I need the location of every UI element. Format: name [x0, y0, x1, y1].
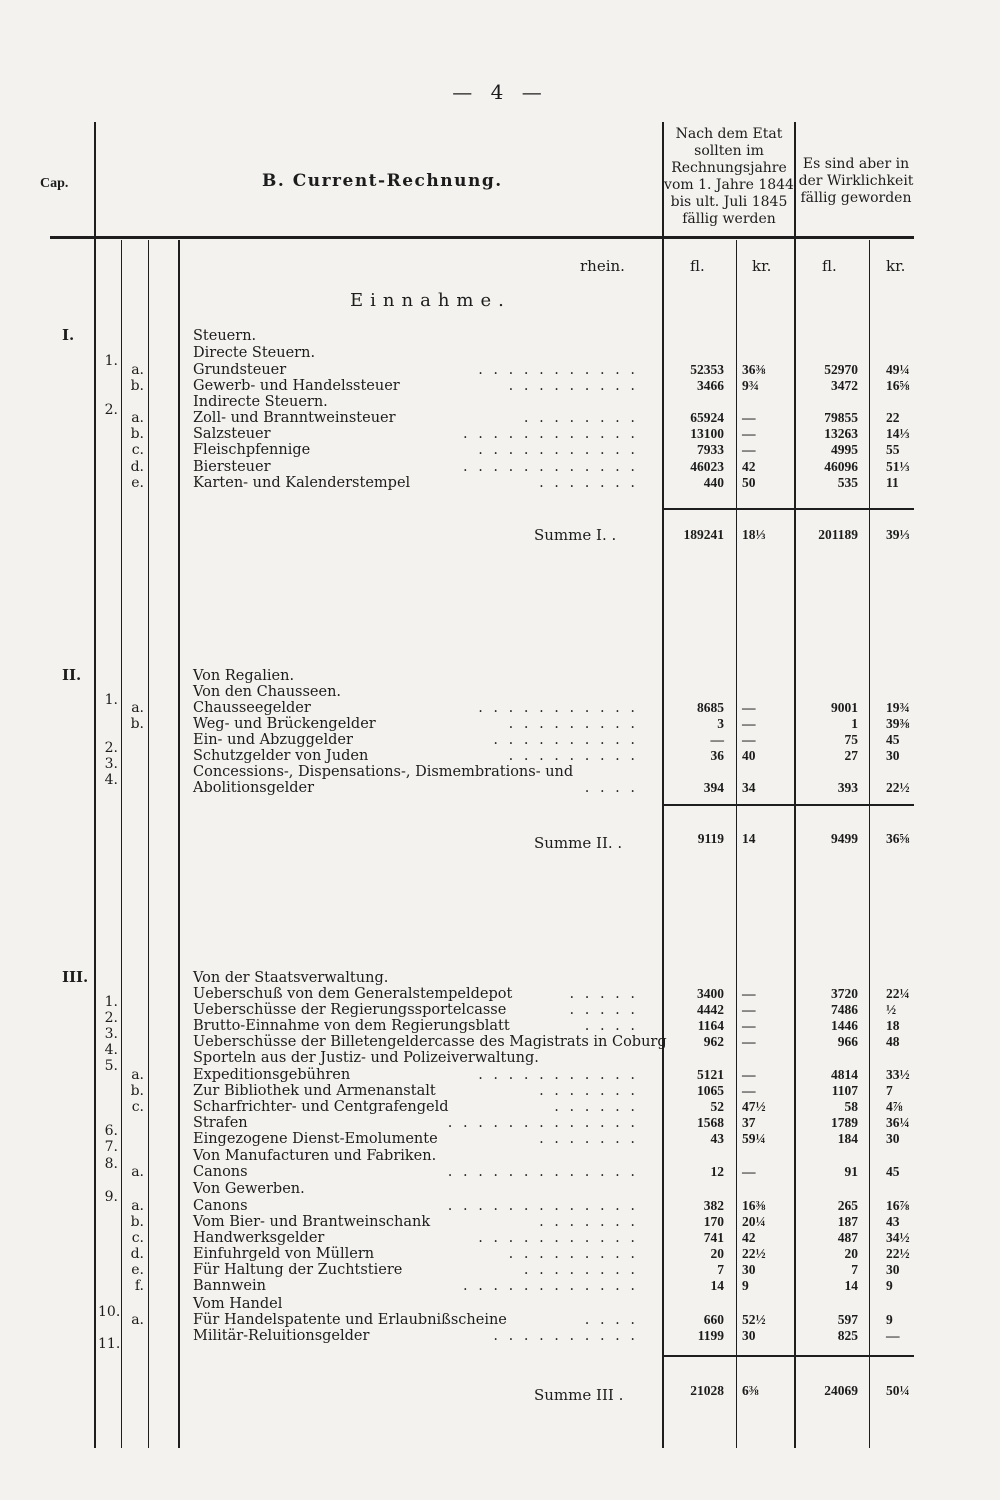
due-kr: 9¾ [742, 378, 759, 393]
actual-kr: 22¼ [886, 986, 910, 1001]
leader-dots: . . . . . . . . . . . [478, 700, 638, 716]
sum-1-due-fl: 189241 [683, 527, 724, 542]
actual-kr: 19¾ [886, 700, 910, 715]
due-fl: 1199 [697, 1328, 724, 1343]
sum-rule-2 [662, 804, 914, 806]
rule-label [178, 240, 180, 1448]
sum-3-actual-fl: 24069 [824, 1383, 858, 1398]
actual-fl: 265 [837, 1198, 858, 1213]
due-kr: — [742, 442, 756, 457]
due-kr: 40 [742, 748, 756, 763]
leader-dots: . . . . . . . . . . [493, 732, 638, 748]
due-kr: 50 [742, 475, 756, 490]
item-label: Strafen [193, 1115, 248, 1131]
item-label: Vom Bier- und Brantweinschank [193, 1214, 431, 1230]
item-label: Indirecte Steuern. [193, 394, 328, 410]
sum-1-actual-kr: 39⅓ [886, 527, 910, 542]
actual-fl: 7 [851, 1262, 858, 1277]
due-kr: 34 [742, 780, 756, 795]
due-kr: — [742, 732, 756, 747]
item-label: Salzsteuer [193, 426, 271, 442]
actual-fl: 487 [837, 1230, 858, 1245]
leader-dots: . . . . . . . [539, 475, 638, 491]
sum-2-actual-fl: 9499 [831, 831, 858, 846]
actual-fl: 20 [844, 1246, 858, 1261]
due-kr: 22½ [742, 1246, 766, 1261]
leader-dots: . . . . [584, 1312, 638, 1328]
item-letter: a. [131, 410, 144, 426]
actual-kr: 16⅞ [886, 1198, 910, 1213]
leader-dots: . . . . . . . . . . . [478, 362, 638, 378]
actual-kr: 49¼ [886, 362, 910, 377]
item-label: Karten- und Kalenderstempel [193, 475, 411, 491]
due-fl: 46023 [690, 459, 724, 474]
item-label: Canons [193, 1164, 248, 1180]
actual-fl: 14 [844, 1278, 858, 1293]
item-letter: c. [131, 442, 144, 458]
item-label: Für Haltung der Zuchtstiere [193, 1262, 403, 1278]
due-fl: 12 [710, 1164, 724, 1179]
actual-kr: 45 [886, 1164, 900, 1179]
due-fl: 394 [703, 780, 724, 795]
actual-fl: 1 [851, 716, 858, 731]
actual-kr: 7 [886, 1083, 893, 1098]
due-fl: 1568 [697, 1115, 724, 1130]
actual-kr: 36¼ [886, 1115, 910, 1130]
actual-fl: 1107 [831, 1083, 858, 1098]
due-fl: 7933 [697, 442, 724, 457]
item-label: Weg- und Brückengelder [193, 716, 376, 732]
sum-1-actual-fl: 201189 [818, 527, 858, 542]
sum-2-due-kr: 14 [742, 831, 756, 846]
item-label: Schutzgelder von Juden [193, 748, 369, 764]
leader-dots: . . . . . [569, 986, 638, 1002]
leader-dots: . . . . . . . . . [508, 748, 638, 764]
due-fl: 382 [703, 1198, 724, 1213]
item-letter: f. [134, 1278, 144, 1294]
actual-fl: 393 [837, 780, 858, 795]
item-label: Militär-Reluitionsgelder [193, 1328, 370, 1344]
actual-kr: 11 [886, 475, 899, 490]
actual-fl: 9001 [831, 700, 858, 715]
rule-sub [121, 240, 122, 1448]
due-fl: 1065 [697, 1083, 724, 1098]
leader-dots: . . . . . . . . . . . . [462, 426, 638, 442]
item-label: Zoll- und Branntweinsteuer [193, 410, 396, 426]
due-kr: 20¼ [742, 1214, 766, 1229]
due-kr: 52½ [742, 1312, 766, 1327]
due-fl: 1164 [697, 1018, 724, 1033]
rule-c2 [736, 240, 737, 1448]
actual-fl: 535 [837, 475, 858, 490]
sum-1-due-kr: 18⅓ [742, 527, 766, 542]
due-fl: 4442 [697, 1002, 724, 1017]
item-letter: e. [131, 1262, 144, 1278]
actual-fl: 1446 [831, 1018, 858, 1033]
due-kr: — [742, 426, 756, 441]
item-letter: c. [131, 1230, 144, 1246]
due-kr: 9 [742, 1278, 749, 1293]
actual-kr: 51⅓ [886, 459, 910, 474]
actual-kr: 22 [886, 410, 900, 425]
due-fl: 13100 [690, 426, 724, 441]
due-fl: 52 [710, 1099, 724, 1114]
item-number: 1. [104, 994, 118, 1010]
item-label: Eingezogene Dienst-Emolumente [193, 1131, 438, 1147]
actual-kr: 22½ [886, 1246, 910, 1261]
item-letter: b. [130, 1083, 144, 1099]
due-kr: — [742, 1067, 756, 1082]
rule-c4 [869, 240, 870, 1448]
due-kr: 47½ [742, 1099, 766, 1114]
item-label: Ein- und Abzuggelder [193, 732, 353, 748]
leader-dots: . . . . . . . [539, 1083, 638, 1099]
sum-label-2: Summe II. . [534, 834, 623, 852]
leader-dots: . . . . . . . . . . . . . [447, 1198, 638, 1214]
item-number: 2. [104, 402, 118, 418]
due-fl: 962 [703, 1034, 724, 1049]
item-label: Für Handelspatente und Erlaubnißscheine [193, 1312, 507, 1328]
due-kr: 30 [742, 1262, 756, 1277]
actual-kr: 33½ [886, 1067, 910, 1082]
due-fl: 14 [710, 1278, 724, 1293]
item-label: Einfuhrgeld von Müllern [193, 1246, 375, 1262]
actual-fl: 91 [844, 1164, 858, 1179]
item-number: 4. [104, 1042, 118, 1058]
item-number: 10. [98, 1304, 121, 1320]
cap-number: I. [62, 326, 75, 344]
item-label: Brutto-Einnahme von dem Regierungsblatt [193, 1018, 510, 1034]
actual-fl: 7486 [831, 1002, 858, 1017]
item-letter: b. [130, 426, 144, 442]
due-fl: 36 [710, 748, 724, 763]
item-label: Von Manufacturen und Fabriken. [193, 1148, 437, 1164]
actual-fl: 52970 [824, 362, 858, 377]
cap-number: II. [62, 666, 82, 684]
item-letter: c. [131, 1099, 144, 1115]
item-number: 4. [104, 772, 118, 788]
actual-fl: 4995 [831, 442, 858, 457]
actual-fl: 3472 [831, 378, 858, 393]
sum-rule-3 [662, 1355, 914, 1357]
item-letter: e. [131, 475, 144, 491]
actual-kr: 16⅝ [886, 378, 910, 393]
sum-3-actual-kr: 50¼ [886, 1383, 910, 1398]
item-number: 9. [104, 1189, 118, 1205]
item-number: 3. [104, 1026, 118, 1042]
due-kr: — [742, 1034, 756, 1049]
item-label: Grundsteuer [193, 362, 287, 378]
actual-fl: 79855 [824, 410, 858, 425]
due-kr: — [742, 1083, 756, 1098]
actual-kr: 55 [886, 442, 900, 457]
leader-dots: . . . . . [569, 1002, 638, 1018]
actual-kr: 48 [886, 1034, 900, 1049]
item-label: Von Gewerben. [193, 1181, 305, 1197]
due-fl: 3400 [697, 986, 724, 1001]
actual-fl: 3720 [831, 986, 858, 1001]
item-label: Steuern. [193, 328, 257, 344]
actual-fl: 1789 [831, 1115, 858, 1130]
item-label: Directe Steuern. [193, 345, 316, 361]
leader-dots: . . . . . . . . [523, 410, 638, 426]
income-heading: Einnahme. [350, 290, 511, 311]
item-letter: a. [131, 1067, 144, 1083]
item-label: Bannwein [193, 1278, 266, 1294]
leader-dots: . . . . . . . . . . . . . [447, 1115, 638, 1131]
item-number: 11. [98, 1336, 121, 1352]
actual-fl: 46096 [824, 459, 858, 474]
due-fl: 52353 [690, 362, 724, 377]
leader-dots: . . . . . . . . . . [493, 1328, 638, 1344]
due-fl: — [710, 732, 724, 747]
item-label: Chausseegelder [193, 700, 311, 716]
actual-kr: 34½ [886, 1230, 910, 1245]
actual-kr: ½ [886, 1002, 897, 1017]
actual-fl: 27 [844, 748, 858, 763]
due-fl: 440 [703, 475, 724, 490]
due-fl: 3 [717, 716, 724, 731]
item-letter: a. [131, 1198, 144, 1214]
due-kr: — [742, 986, 756, 1001]
actual-kr: 30 [886, 1131, 900, 1146]
sum-2-due-fl: 9119 [697, 831, 724, 846]
fl-header-1: fl. [690, 257, 705, 275]
actual-kr: 22½ [886, 780, 910, 795]
leader-dots: . . . . . . [554, 1099, 638, 1115]
sum-label-1: Summe I. . [534, 526, 617, 544]
item-label: Von der Staatsverwaltung. [193, 970, 389, 986]
section-b-title: B. Current-Rechnung. [262, 171, 503, 191]
actual-kr: 30 [886, 748, 900, 763]
due-fl: 741 [703, 1230, 724, 1245]
due-kr: 59¼ [742, 1131, 766, 1146]
item-label: Biersteuer [193, 459, 271, 475]
item-letter: a. [131, 1312, 144, 1328]
item-letter: a. [131, 1164, 144, 1180]
due-fl: 660 [703, 1312, 724, 1327]
actual-kr: 30 [886, 1262, 900, 1277]
due-kr: — [742, 716, 756, 731]
actual-kr: 45 [886, 732, 900, 747]
sum-label-3: Summe III . [534, 1386, 624, 1404]
actual-fl: 825 [837, 1328, 858, 1343]
due-fl: 20 [710, 1246, 724, 1261]
leader-dots: . . . . . . . . . . . [478, 442, 638, 458]
actual-fl: 13263 [824, 426, 858, 441]
sum-2-actual-kr: 36⅝ [886, 831, 910, 846]
actual-kr: 39⅜ [886, 716, 910, 731]
item-label: Fleischpfennige [193, 442, 311, 458]
item-letter: d. [130, 1246, 144, 1262]
item-label: Ueberschuß von dem Generalstempeldepot [193, 986, 513, 1002]
item-label: Canons [193, 1198, 248, 1214]
rule-cap [94, 122, 96, 1448]
leader-dots: . . . . . . . . . [508, 1246, 638, 1262]
item-number: 5. [104, 1058, 118, 1074]
due-kr: — [742, 1164, 756, 1179]
actual-kr: — [886, 1328, 900, 1343]
due-fl: 170 [703, 1214, 724, 1229]
item-label: Von Regalien. [193, 668, 295, 684]
actual-kr: 18 [886, 1018, 900, 1033]
item-letter: b. [130, 1214, 144, 1230]
item-letter: a. [131, 700, 144, 716]
item-letter: b. [130, 716, 144, 732]
leader-dots: . . . . . . . . . . . . . [447, 1164, 638, 1180]
actual-kr: 14⅓ [886, 426, 910, 441]
item-number: 7. [104, 1139, 118, 1155]
due-fl: 7 [717, 1262, 724, 1277]
header-rule [50, 236, 914, 239]
leader-dots: . . . . [584, 780, 638, 796]
actual-fl: 4814 [831, 1067, 858, 1082]
item-label: Ueberschüsse der Regierungssportelcasse [193, 1002, 507, 1018]
item-label: Concessions-, Dispensations-, Dismembrations- und Abolitionsgelder [193, 764, 574, 796]
actual-fl: 966 [837, 1034, 858, 1049]
actual-fl: 58 [844, 1099, 858, 1114]
item-number: 6. [104, 1123, 118, 1139]
item-number: 1. [104, 353, 118, 369]
item-label: Ueberschüsse der Billetengeldercasse des Magistrats in Coburg [193, 1034, 667, 1050]
due-fl: 43 [710, 1131, 724, 1146]
item-number: 2. [104, 1010, 118, 1026]
item-label: Sporteln aus der Justiz- und Polizeiverwaltung. [193, 1050, 539, 1066]
due-kr: — [742, 1018, 756, 1033]
leader-dots: . . . . . . . . . . . [478, 1230, 638, 1246]
col-due-header: Nach dem Etat sollten im Rechnungsjahre vom 1. Jahre 1844 bis ult. Juli 1845 fällig werden [664, 126, 794, 227]
cap-column-header: Cap. [40, 176, 69, 191]
item-number: 8. [104, 1156, 118, 1172]
due-fl: 65924 [690, 410, 724, 425]
item-label: Zur Bibliothek und Armenanstalt [193, 1083, 436, 1099]
cap-number: III. [62, 968, 89, 986]
leader-dots: . . . . . . . . . . . . [462, 1278, 638, 1294]
page-number: — 4 — [452, 80, 548, 104]
item-letter: a. [131, 362, 144, 378]
due-kr: — [742, 1002, 756, 1017]
due-kr: 37 [742, 1115, 756, 1130]
sum-3-due-kr: 6⅜ [742, 1383, 759, 1398]
actual-kr: 43 [886, 1214, 900, 1229]
due-kr: — [742, 410, 756, 425]
item-label: Scharfrichter- und Centgrafengeld [193, 1099, 449, 1115]
currency-label: rhein. [580, 257, 625, 275]
leader-dots: . . . . [584, 1018, 638, 1034]
leader-dots: . . . . . . . [539, 1131, 638, 1147]
due-kr: 30 [742, 1328, 756, 1343]
item-letter: b. [130, 378, 144, 394]
actual-fl: 597 [837, 1312, 858, 1327]
col-actual-header: Es sind aber in der Wirklichkeit fällig geworden [798, 156, 914, 206]
due-kr: 16⅜ [742, 1198, 766, 1213]
leader-dots: . . . . . . . . . [508, 378, 638, 394]
kr-header-2: kr. [886, 257, 906, 275]
due-kr: 42 [742, 459, 756, 474]
rule-letter [148, 240, 149, 1448]
actual-fl: 184 [837, 1131, 858, 1146]
leader-dots: . . . . . . . . . . . . [462, 459, 638, 475]
item-label: Gewerb- und Handelssteuer [193, 378, 400, 394]
item-label: Handwerksgelder [193, 1230, 325, 1246]
kr-header-1: kr. [752, 257, 772, 275]
item-number: 1. [104, 692, 118, 708]
due-fl: 3466 [697, 378, 724, 393]
sum-rule-1 [662, 508, 914, 510]
due-kr: 36⅜ [742, 362, 766, 377]
leader-dots: . . . . . . . . . . . [478, 1067, 638, 1083]
leader-dots: . . . . . . . . . [508, 716, 638, 732]
sum-3-due-fl: 21028 [690, 1383, 724, 1398]
due-fl: 8685 [697, 700, 724, 715]
item-number: 2. [104, 740, 118, 756]
item-label: Expeditionsgebühren [193, 1067, 351, 1083]
actual-kr: 9 [886, 1312, 893, 1327]
leader-dots: . . . . . . . . [523, 1262, 638, 1278]
due-kr: 42 [742, 1230, 756, 1245]
fl-header-2: fl. [822, 257, 837, 275]
leader-dots: . . . . . . . [539, 1214, 638, 1230]
actual-kr: 9 [886, 1278, 893, 1293]
item-label: Von den Chausseen. [193, 684, 342, 700]
actual-fl: 75 [844, 732, 858, 747]
actual-kr: 4⅞ [886, 1099, 903, 1114]
due-fl: 5121 [697, 1067, 724, 1082]
item-label: Vom Handel [193, 1296, 283, 1312]
due-kr: — [742, 700, 756, 715]
item-number: 3. [104, 756, 118, 772]
actual-fl: 187 [837, 1214, 858, 1229]
item-letter: d. [130, 459, 144, 475]
